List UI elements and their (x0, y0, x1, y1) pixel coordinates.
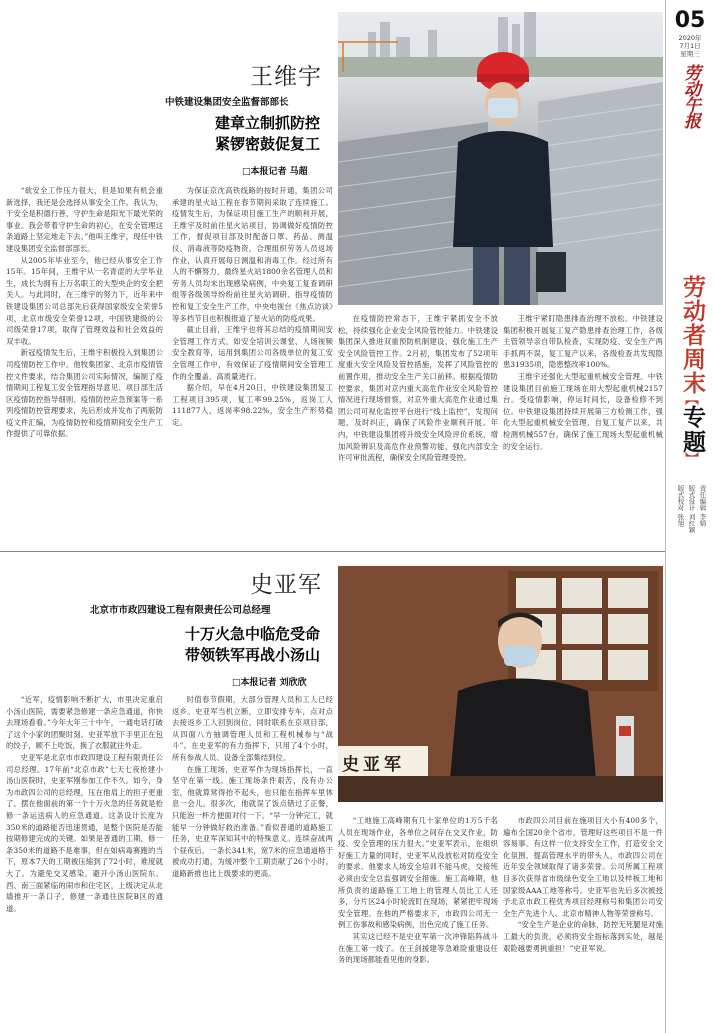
section-title-bracket-end: ︼ (685, 452, 699, 468)
article1-col1 (6, 185, 163, 531)
paragraph: 王维宇还强化大型起重机械安全管理。中铁建设集团目前施工现场在用大型起重机械2157台。受疫情影响，停运时间长，设备检修不到位。中铁建设集团持续开展第三方检测工作，强化大型起重机械安全管理，自复工复产以来，共检测机械557台，确保了施工现场大型起重机械的安全运行。 (503, 371, 663, 451)
paragraph: 王维宇紧盯隐患排查治理不放松。中铁建设集团积极开展复工复产隐患排查治理工作，各级主管领导亲自带队检查，实现防疫、安全生产两手抓两不误，复工复产以来，各级检查共发现隐患31935项，隐患整改率100%。 (503, 314, 663, 370)
article2-photo (338, 566, 663, 802)
article2-headline (120, 624, 320, 666)
paragraph: “工地施工高峰期有几十家单位的1万5千名人员在现场作业，各单位之间存在交叉作业，防疫、安全管理的压力很大。”史亚军表示，在组织好施工力量的同时，史亚军从没放松对防疫安全的要求。他要求人场安全培训不能马虎，交接班必须由安全总监强调安全措施。施工高峰期，他所负责的道路施工工地上的管理人员比工人还多，分片区24小时轮流盯在现场，紧紧把牢现场安全管理。在他的严格要求下，市政四公司无一例工伤事故和感染病例，出色完成了施工任务。 (338, 816, 498, 930)
credit-editor: 责任编辑 李婧 (698, 485, 707, 527)
page-number: 05 (674, 8, 706, 33)
nameplate-text: 史亚军 (342, 755, 405, 775)
paragraph: 时值春节假期，大部分管理人员和工人已经返乡。史亚军当机立断，立即安排专车，点对点去接返乡工人回到岗位，同时联系在京项目部，从四面八方抽调管理人员和工程机械参与“战斗”。在史亚军的有力指挥下，只用了4个小时，所有参战人员、设备全部集结到位。 (172, 695, 333, 762)
paragraph: 截止目前，王维宇也将其总结的疫情期间安全管理工作方式，如安全培训云课堂、人场视频安全教育等，运用到集团公司各级单位的复工安全管理工作中，有效保证了疫情期间安全管理工作的全覆盖、高质量进行。 (172, 325, 333, 381)
article2-headline-line1: 十万火急中临危受命 (184, 625, 320, 643)
article2-org: 北京市市政四建设工程有限责任公司总经理 (90, 605, 271, 616)
article2-col2 (172, 694, 333, 1030)
paragraph: 在疫情防控常态下，王维宇紧抓安全不放松，持续强化企业安全风险管控能力。中铁建设集团深入推进双重预防机制建设，强化施工生产安全风险管控工作。2月初，集团发布了52项年度重大安全风险及管控措施，发挥了风险管控的前置作用，推动安全生产关口前移。根据疫情防控要求，集团对京内重大高危作业安全风险管控情况进行现场督察，对京外重大高危作业通过集团公司可视化监控平台进行“线上监控”，发现问题，及时纠正，确保了风险作业顺利开展。年内，中铁建设集团将升级安全风险评价系统，增加风险辨识及高危作业预警功能，强化内部安全许可审批流程，确保安全风险管理受控。 (338, 314, 498, 463)
article1-headline-line2: 紧锣密鼓促复工 (214, 135, 320, 153)
right-rule (665, 0, 666, 1033)
article1-headline-line1: 建章立制抓防控 (214, 114, 320, 132)
article2-col4 (503, 815, 663, 1030)
issue-date: 2020年 (678, 34, 702, 42)
paragraph: 市政四公司目前在施项目大小有400多个，遍布全国20余个省市，管理好这些项目不是一件容易事。有这样一位支持安全工作，打造安全文化氛围，提高管理水平的带头人，市政四公司在近年安全领域取得了诸多荣誉。公司所属工程项目多次获得省市级绿色安全工地以及样板工地和国家级AAA工地等称号。史亚军也先后多次被授予北京市政工程优秀项目经理称号和集团公司安全生产先进个人、北京市精神人物等荣誉称号。 (503, 816, 663, 918)
paragraph: 史亚军是北京市市政四建设工程有限责任公司总经理。17年前“北京市政”七天七夜抢建小汤山医院时，史亚军刚参加工作不久。如今，身为市政四公司的总经理，压在他肩上的担子更重了。摆在他面前的第一个十万火急的任务就是抢修一条运送病人的应急通道。这条设计长度为350米的道路能否迅速贯通，是整个医院是否能按期修建完成的关键。如果是普通的工期，修一条350米的道路不是难事，但在如病毒赛跑的当下，原本7天的工期被压缩到了72小时，难度就大了。为避免交叉感染，避开小汤山医院东、西、南三面紧临的闹市和住宅区，上级决定从北墙推开一条口子，修建一条通往医院B区的通道。 (6, 752, 163, 913)
article1-col2 (172, 185, 333, 531)
article1-byline: □本报记者 马超 (242, 167, 308, 177)
article2-col3 (338, 815, 498, 1030)
article-divider (0, 551, 665, 552)
section-title-main: 劳动者周末 (679, 275, 705, 395)
credit-proofreader: 版式校对 张旭 (676, 485, 685, 527)
article1-col3 (338, 313, 498, 531)
article1-headline (150, 113, 320, 155)
paragraph: 据介绍，早在4月20日，中铁建设集团复工工程项目395项，复工率99.25%，返岗工人111877人，返岗率98.22%，安全生产形势稳定。 (172, 383, 333, 427)
construction-site-illustration (338, 12, 663, 305)
article2-headline-line2: 带领铁军再战小汤山 (184, 646, 320, 664)
article2-byline: □本报记者 刘欣欣 (232, 678, 307, 688)
article1-col4 (503, 313, 663, 531)
issue-weekday: 星期三 (680, 50, 700, 58)
paragraph: 在施工现场，史亚军作为现场指挥长，一直坚守在第一线。施工现场条件艰苦，没有办公室，他就算常得抬不起头，也只能在指挥车里休息一会儿。很多次，他就误了饭点错过了正餐，只能泡一杯方便面对付一下。“早一分钟完工，就能早一分钟做好救治准备。”看似普通的道路施工任务，史亚军深知其中的特殊意义。连续奋战两个昼夜后，一条长341米，宽7米的应急通道格于被成功打通，为缓冲整个工期贡献了26个小时，道路新推也比上级要求的更高。 (172, 764, 333, 878)
paragraph: “安全生产是企业的命脉，防控无死腿是对施工最大的负责，必须将安全指标落到实处，越是艰险越要勇挑重担！”史亚军说。 (503, 920, 663, 953)
paragraph: 其实这已经不是史亚军第一次冲锋陷阵战斗在施工第一线了。在王剑援建等急难险重建设任务的现场都能看见他的身影。 (338, 931, 498, 965)
article1-org: 中铁建设集团安全监督部部长 (165, 97, 289, 108)
section-title (672, 275, 712, 475)
paragraph: 为保证京沈高铁线路的按时开通，集团公司承建的星火站工程在春节期间采取了连续施工。疫情发生后，为保证项目施工生产的顺利开展，王维宇及时前往星火站项目，协调做好疫情防控工作，督促项目部及时配备口罩、药品、测温仪、消毒液等防疫物资，合理组织劳务人员返场作业，认真开展每日测温和消毒工作。经过所有人的不懈努力，最终星火站1800余名管理人员和劳务人员均未出现感染病例，中央复工复查调研组等各级领导纷纷前往星火站调研、指导疫情防控和复工安全生产工作，中央电视台《焦点访谈》等多档节目也积极报道了星火站的防疫成果。 (172, 186, 333, 323)
issue-date-day: 7月1日 (679, 42, 701, 50)
masthead (668, 8, 712, 158)
paragraph: 新冠疫情发生后，王维宇积极投入到集团公司疫情防控工作中。他牧集团家、北京市疫情管控文件要求，结合集团公司实际情况，编制了疫情期间工程复工安全管理指导意见、项目部生活区疫情防控指导细则、疫情防控应急预案等一系列疫情防控管理要求，先后形成并发布了两版防疫文件汇编，为疫情防控和疫情期间安全生产工作提供了可靠依据。 (6, 348, 163, 439)
section-title-bracket: ︻ (685, 392, 699, 408)
article1-name: 王维宇 (250, 64, 322, 90)
editorial-credits (670, 485, 712, 565)
article2-col1 (6, 694, 163, 1030)
section-title-topic: 专题 (679, 405, 705, 455)
paragraph: 从2005年毕业至今，他已经从事安全工作15年。15年间，王维宇从一名青涩的大学毕业生，成长为拥有上万名职工的大型央企的安全把关人。与此同时，在三维宇的努力下，近年来中铁建设集团公司总部先后获得国家级安全荣誉5项，北京市级安全荣誉12项，中国铁建级的公司级荣誉17项，取得了管理效益和社会效益的双丰收。 (6, 255, 163, 346)
newspaper-logo: 劳动午报 (680, 64, 700, 128)
article1-photo (338, 12, 663, 305)
paragraph: “欲安全工作压力很大，但是如果有机会重新选择，我还是会选择从事安全工作。我认为，干安全是积德行善，守护生命是阳光下最光荣的事业。我会带着守护生命的初心，在安全管理这条道路上坚定地走下去。”他叫王维宇，现任中铁建设集团安全监督部部长。 (6, 186, 163, 253)
article2-name: 史亚军 (250, 572, 322, 598)
paragraph: “近军，疫情影响不断扩大，市里决定重启小汤山医院，需要紧急修建一条应急通道，你快去现场看看。”今年大年三十中午，一通电话打破了这个小家的团聚时刻。史亚军放下手里正在包的饺子，顾不上吃饭，换了衣服就往外走。 (6, 695, 163, 751)
credit-designer: 版式设计 刘红颖 (687, 485, 696, 533)
